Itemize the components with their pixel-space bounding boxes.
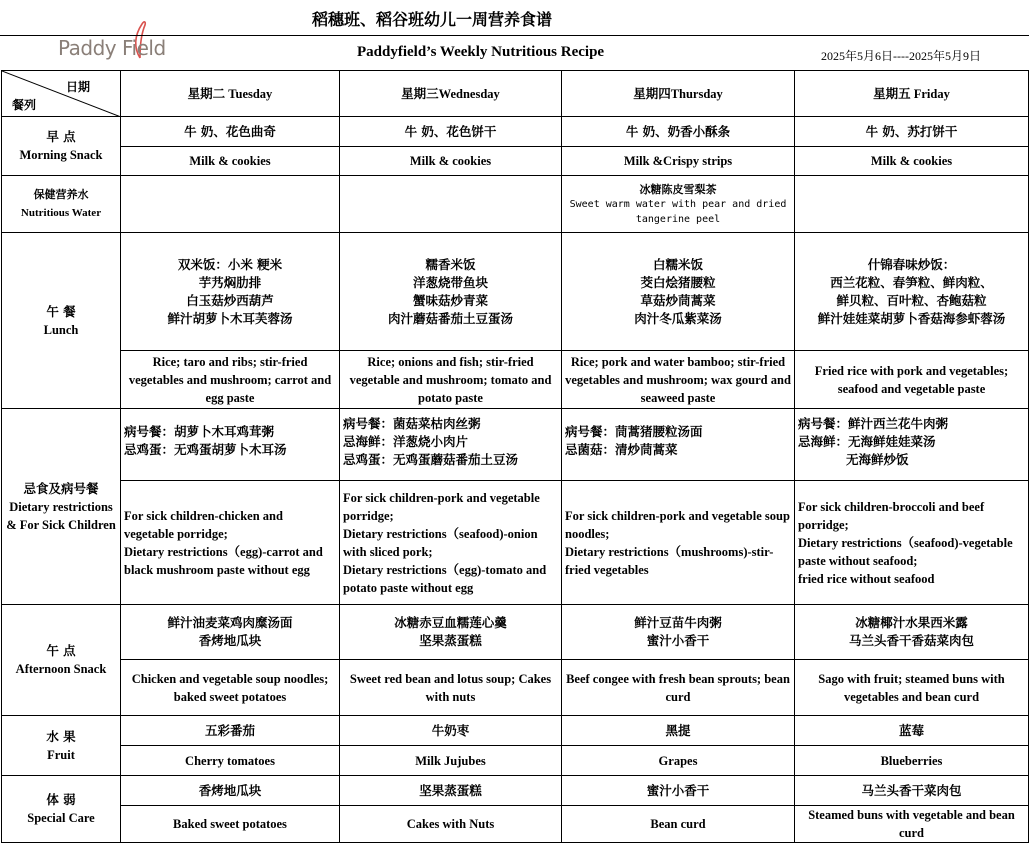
table-row (2, 147, 1029, 176)
row-label-dietary (2, 409, 121, 605)
table-row (2, 806, 1029, 843)
row-label-cn: 水 果 (46, 728, 76, 744)
fruit-cn-thu: 黑提 (562, 716, 795, 746)
row-label-en: Nutritious Water (20, 207, 102, 219)
day-header-thursday: 星期四Thursday (562, 71, 795, 117)
special-en-fri: Steamed buns with vegetable and bean curd (795, 806, 1029, 843)
menu-line: 蟹味菇炒青菜 (412, 292, 488, 308)
header-divider (0, 35, 1029, 36)
sick-cn-fri (795, 409, 1029, 481)
row-label-cn: 忌食及病号餐 (23, 480, 99, 496)
water-wed (340, 176, 562, 233)
menu-line: 病号餐：胡萝卜木耳鸡茸粥 (124, 424, 275, 439)
water-thu-en: Sweet warm water with pear and dried tangerine peel (569, 198, 787, 225)
menu-line: For sick children-chicken and vegetable porridge; (124, 508, 283, 541)
menu-line: 冰糖赤豆血糯莲心羹 (394, 615, 507, 630)
menu-line: fried rice without seafood (798, 571, 935, 586)
sick-en-wed (340, 481, 562, 605)
menu-line: For sick children-pork and vegetable porridge; (343, 490, 540, 523)
row-label-cn: 午 点 (46, 643, 76, 658)
lunch-cn-thu (562, 233, 795, 351)
morning-en-tue: Milk & cookies (121, 147, 340, 176)
row-label-lunch (2, 233, 121, 409)
menu-line: 鲜汁胡萝卜木耳芙蓉汤 (167, 310, 293, 326)
row-label-en: Afternoon Snack (15, 662, 107, 676)
page-title-cn: 稻穗班、稻谷班幼儿一周营养食谱 (312, 10, 553, 29)
table-header-row (2, 71, 1029, 117)
menu-line: 忌菌菇：清炒茼蒿菜 (565, 442, 678, 457)
morning-cn-tue: 牛 奶、花色曲奇 (121, 117, 340, 147)
menu-line: 忌海鲜：无海鲜娃娃菜汤 (798, 434, 936, 449)
table-row (2, 605, 1029, 660)
menu-line: 鲜贝粒、百叶粒、杏鲍菇粒 (836, 292, 987, 308)
afternoon-cn-wed (340, 605, 562, 660)
fruit-en-thu: Grapes (562, 746, 795, 776)
afternoon-en-fri: Sago with fruit; steamed buns with vegetables and bean curd (795, 660, 1029, 716)
water-tue (121, 176, 340, 233)
logo-text: Paddy Field (58, 36, 166, 60)
menu-line: 忌鸡蛋：无鸡蛋蘑菇番茄土豆汤 (343, 452, 519, 467)
menu-line: 糯香米饭 (425, 256, 476, 272)
menu-line: Dietary restrictions（seafood)-vegetable paste without seafood; (798, 535, 1013, 568)
menu-line: 白糯米饭 (652, 256, 703, 272)
afternoon-en-wed: Sweet red bean and lotus soup; Cakes with nuts (340, 660, 562, 716)
sick-en-thu (562, 481, 795, 605)
menu-line: Dietary restrictions（mushrooms)-stir-fried vegetables (565, 544, 774, 577)
row-label-cn: 早 点 (46, 129, 76, 144)
morning-cn-thu: 牛 奶、奶香小酥条 (562, 117, 795, 147)
row-label-nutritious-water (2, 176, 121, 233)
morning-cn-fri: 牛 奶、苏打饼干 (795, 117, 1029, 147)
row-label-cn: 体 弱 (46, 792, 76, 807)
special-en-wed: Cakes with Nuts (340, 806, 562, 843)
afternoon-cn-fri (795, 605, 1029, 660)
sick-en-fri (795, 481, 1029, 605)
table-row (2, 117, 1029, 147)
menu-line: 肉汁冬瓜紫菜汤 (634, 310, 722, 326)
menu-line: 香烤地瓜块 (198, 633, 262, 648)
row-label-en: Special Care (27, 811, 95, 825)
afternoon-en-tue: Chicken and vegetable soup noodles; baked sweet potatoes (121, 660, 340, 716)
table-row (2, 660, 1029, 716)
lunch-en-wed: Rice; onions and fish; stir-fried vegetable and mushroom; tomato and potato paste (340, 351, 562, 409)
water-fri (795, 176, 1029, 233)
menu-line: 鲜汁豆苗牛肉粥 (634, 615, 722, 630)
table-row (2, 716, 1029, 746)
lunch-cn-fri (795, 233, 1029, 351)
menu-line: Dietary restrictions（egg)-carrot and black mushroom paste without egg (124, 544, 323, 577)
row-label-en: Dietary restrictions & For Sick Children (6, 499, 116, 532)
menu-line: 鲜汁油麦菜鸡肉糜汤面 (167, 615, 293, 630)
special-cn-fri: 马兰头香干菜肉包 (795, 776, 1029, 806)
menu-line: 病号餐：茼蒿猪腰粒汤面 (565, 424, 703, 439)
fruit-en-tue: Cherry tomatoes (121, 746, 340, 776)
afternoon-en-thu: Beef congee with fresh bean sprouts; bean curd (562, 660, 795, 716)
fruit-en-fri: Blueberries (795, 746, 1029, 776)
special-en-tue: Baked sweet potatoes (121, 806, 340, 843)
day-header-tuesday: 星期二 Tuesday (121, 71, 340, 117)
lunch-en-thu: Rice; pork and water bamboo; stir-fried vegetables and mushroom; wax gourd and seaweed paste (562, 351, 795, 409)
menu-line: 鲜汁娃娃菜胡萝卜香菇海参虾蓉汤 (817, 310, 1006, 326)
menu-line: Dietary restrictions（egg)-tomato and potato paste without egg (343, 562, 547, 595)
morning-cn-wed: 牛 奶、花色饼干 (340, 117, 562, 147)
row-label-en: Lunch (43, 322, 79, 337)
special-en-thu: Bean curd (562, 806, 795, 843)
special-cn-thu: 蜜汁小香干 (562, 776, 795, 806)
menu-line: 无海鲜炒饭 (846, 452, 909, 467)
fruit-cn-fri: 蓝莓 (795, 716, 1029, 746)
row-label-morning-snack (2, 117, 121, 176)
sick-cn-wed (340, 409, 562, 481)
table-row (2, 176, 1029, 233)
menu-line: 白玉菇炒西葫芦 (186, 292, 274, 308)
row-label-fruit (2, 716, 121, 776)
fruit-cn-wed: 牛奶枣 (340, 716, 562, 746)
sick-cn-tue (121, 409, 340, 481)
lunch-en-tue: Rice; taro and ribs; stir-fried vegetables and mushroom; carrot and egg paste (121, 351, 340, 409)
row-label-special-care (2, 776, 121, 843)
table-row (2, 746, 1029, 776)
table-row (2, 409, 1029, 481)
menu-line: For sick children-broccoli and beef porridge; (798, 499, 985, 532)
menu-line: 草菇炒茼蒿菜 (640, 292, 716, 308)
afternoon-cn-tue (121, 605, 340, 660)
fruit-cn-tue: 五彩番茄 (121, 716, 340, 746)
row-label-en: Fruit (47, 747, 75, 762)
page-title-en: Paddyfield’s Weekly Nutritious Recipe (357, 44, 605, 60)
afternoon-cn-thu (562, 605, 795, 660)
lunch-cn-tue (121, 233, 340, 351)
fruit-en-wed: Milk Jujubes (340, 746, 562, 776)
corner-date-label: 日期 (65, 80, 90, 94)
row-label-cn: 保健营养水 (33, 188, 89, 201)
day-header-wednesday: 星期三Wednesday (340, 71, 562, 117)
menu-line: 病号餐：鲜汁西兰花牛肉粥 (798, 416, 949, 431)
morning-en-wed: Milk & cookies (340, 147, 562, 176)
lunch-en-fri: Fried rice with pork and vegetables; seafood and vegetable paste (795, 351, 1029, 409)
menu-line: For sick children-pork and vegetable soup noodles; (565, 508, 790, 541)
special-cn-wed: 坚果蒸蛋糕 (340, 776, 562, 806)
menu-line: 蜜汁小香干 (646, 633, 710, 648)
table-row (2, 776, 1029, 806)
sick-cn-thu (562, 409, 795, 481)
menu-line: 忌鸡蛋：无鸡蛋胡萝卜木耳汤 (124, 442, 287, 457)
date-range: 2025年5月6日----2025年5月9日 (821, 49, 981, 63)
weekly-menu-table (1, 70, 1029, 843)
menu-line: 病号餐：菌菇菜枯肉丝粥 (343, 416, 481, 431)
table-row (2, 481, 1029, 605)
table-row (2, 351, 1029, 409)
table-row (2, 233, 1029, 351)
special-cn-tue: 香烤地瓜块 (121, 776, 340, 806)
menu-line: 双米饭：小米 粳米 (177, 256, 283, 272)
menu-line: 芋艿焖肋排 (198, 274, 262, 290)
menu-line: 西兰花粒、春笋粒、鲜肉粒、 (830, 274, 993, 290)
menu-line: 冰糖椰汁水果西米露 (855, 615, 968, 630)
menu-line: Dietary restrictions（seafood)-onion with sliced pork; (343, 526, 538, 559)
sick-en-tue (121, 481, 340, 605)
paddyfield-logo (58, 10, 183, 64)
row-label-cn: 午 餐 (46, 303, 76, 319)
menu-line: 肉汁蘑菇番茄土豆蛋汤 (387, 310, 513, 326)
menu-line: 忌海鲜：洋葱烧小肉片 (343, 434, 469, 449)
corner-cell (2, 71, 121, 117)
menu-line: 马兰头香干香菇菜肉包 (848, 633, 974, 648)
menu-line: 坚果蒸蛋糕 (419, 633, 482, 648)
menu-line: 洋葱烧带鱼块 (412, 274, 488, 290)
menu-line: 什锦春味炒饭： (867, 256, 956, 272)
morning-en-fri: Milk & cookies (795, 147, 1029, 176)
row-label-en: Morning Snack (19, 148, 103, 162)
day-header-friday: 星期五 Friday (795, 71, 1029, 117)
water-thu-cn: 冰糖陈皮雪梨茶 (639, 182, 717, 196)
lunch-cn-wed (340, 233, 562, 351)
row-label-afternoon-snack (2, 605, 121, 716)
menu-line: 茭白烩猪腰粒 (640, 274, 716, 290)
morning-en-thu: Milk &Crispy strips (562, 147, 795, 176)
corner-meal-label: 餐列 (12, 98, 37, 112)
water-thu (562, 176, 795, 233)
